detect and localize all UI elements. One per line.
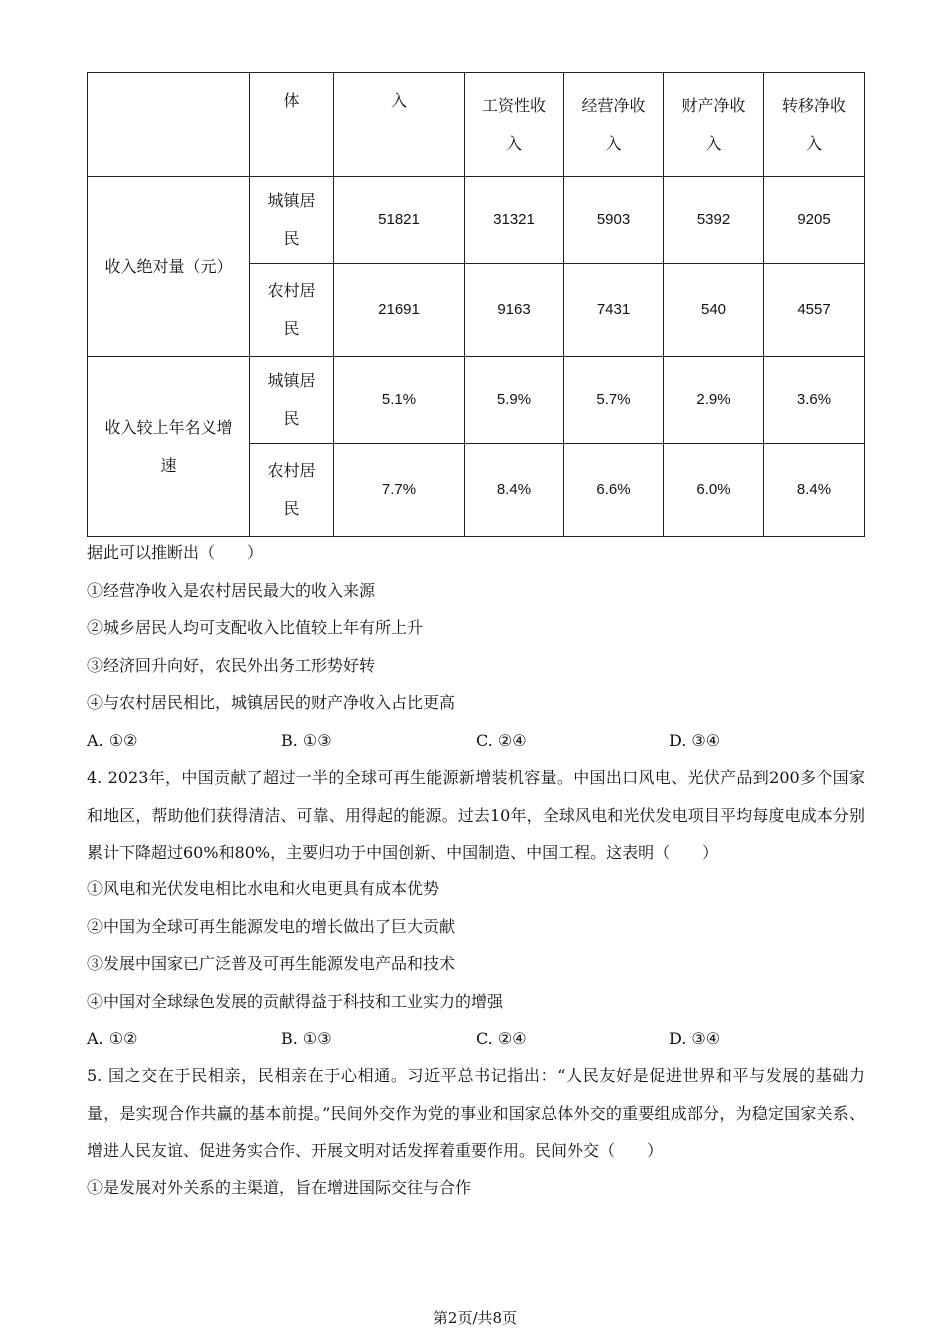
value-cell: 9205 <box>764 177 865 264</box>
value-cell: 21691 <box>334 264 465 357</box>
header-cell: 转移净收入 <box>764 73 865 177</box>
question-3-item-2: ②城乡居民人均可支配收入比值较上年有所上升 <box>87 618 424 637</box>
resident-type-cell: 城镇居民 <box>250 357 334 444</box>
question-3-stem: 据此可以推断出（ ） <box>87 543 264 562</box>
value-cell: 7.7% <box>334 444 465 537</box>
header-cell: 财产净收入 <box>664 73 764 177</box>
value-cell: 5.1% <box>334 357 465 444</box>
question-3-option-c[interactable]: C. ②④ <box>476 731 527 750</box>
question-4-item-1: ①风电和光伏发电相比水电和火电更具有成本优势 <box>87 879 440 898</box>
value-cell: 5903 <box>564 177 664 264</box>
table-row <box>88 357 865 444</box>
value-cell: 540 <box>664 264 764 357</box>
page-footer: 第2页/共8页 <box>432 1309 518 1327</box>
resident-type-cell: 城镇居民 <box>250 177 334 264</box>
income-table <box>87 72 865 537</box>
header-cell: 工资性收入 <box>465 73 564 177</box>
value-cell: 3.6% <box>764 357 865 444</box>
value-cell: 8.4% <box>764 444 865 537</box>
value-cell: 31321 <box>465 177 564 264</box>
question-4-item-3: ③发展中国家已广泛普及可再生能源发电产品和技术 <box>87 954 456 973</box>
question-3-option-b[interactable]: B. ①③ <box>281 731 332 750</box>
question-5-item-1: ①是发展对外关系的主渠道，旨在增进国际交往与合作 <box>87 1178 472 1197</box>
question-3-option-a[interactable]: A. ①② <box>87 731 138 750</box>
question-3-item-3: ③经济回升向好，农民外出务工形势好转 <box>87 656 376 675</box>
value-cell: 2.9% <box>664 357 764 444</box>
value-cell: 6.0% <box>664 444 764 537</box>
value-cell: 4557 <box>764 264 865 357</box>
table-row <box>88 177 865 264</box>
value-cell: 5.7% <box>564 357 664 444</box>
question-4-item-2: ②中国为全球可再生能源发电的增长做出了巨大贡献 <box>87 917 456 936</box>
header-cell <box>88 73 250 177</box>
header-cell: 经营净收入 <box>564 73 664 177</box>
value-cell: 6.6% <box>564 444 664 537</box>
question-4-option-d[interactable]: D. ③④ <box>669 1029 721 1048</box>
value-cell: 9163 <box>465 264 564 357</box>
header-cell: 体 <box>250 73 334 177</box>
value-cell: 7431 <box>564 264 664 357</box>
question-3-item-1: ①经营净收入是农村居民最大的收入来源 <box>87 581 376 600</box>
question-4-option-b[interactable]: B. ①③ <box>281 1029 332 1048</box>
question-3-item-4: ④与农村居民相比，城镇居民的财产净收入占比更高 <box>87 693 456 712</box>
question-5-stem: 5. 国之交在于民相亲，民相亲在于心相通。习近平总书记指出：“人民友好是促进世界和平与发展的基础力量，是实现合作共赢的基本前提。”民间外交作为党的事业和国家总体外交的重要组成部分，为稳定国家关系、增进人民友谊、促进务实合作、开展文明对话发挥着重要作用。民间外交（ ） <box>87 1066 865 1160</box>
resident-type-cell: 农村居民 <box>250 264 334 357</box>
value-cell: 5392 <box>664 177 764 264</box>
question-4-item-4: ④中国对全球绿色发展的贡献得益于科技和工业实力的增强 <box>87 992 504 1011</box>
question-4-option-a[interactable]: A. ①② <box>87 1029 138 1048</box>
value-cell: 5.9% <box>465 357 564 444</box>
value-cell: 8.4% <box>465 444 564 537</box>
question-3-option-d[interactable]: D. ③④ <box>669 731 721 750</box>
row-group-label: 收入绝对量（元） <box>88 177 250 357</box>
table-header-row <box>88 73 865 177</box>
value-cell: 51821 <box>334 177 465 264</box>
resident-type-cell: 农村居民 <box>250 444 334 537</box>
question-4-option-c[interactable]: C. ②④ <box>476 1029 527 1048</box>
question-4-stem: 4. 2023年，中国贡献了超过一半的全球可再生能源新增装机容量。中国出口风电、光伏产品到200多个国家和地区，帮助他们获得清洁、可靠、用得起的能源。过去10年，全球风电和光伏发电项目平均每度电成本分别累计下降超过60%和80%，主要归功于中国创新、中国制造、中国工程。这表明（ ） <box>87 768 865 862</box>
row-group-label: 收入较上年名义增速 <box>88 357 250 537</box>
header-cell: 入 <box>334 73 465 177</box>
